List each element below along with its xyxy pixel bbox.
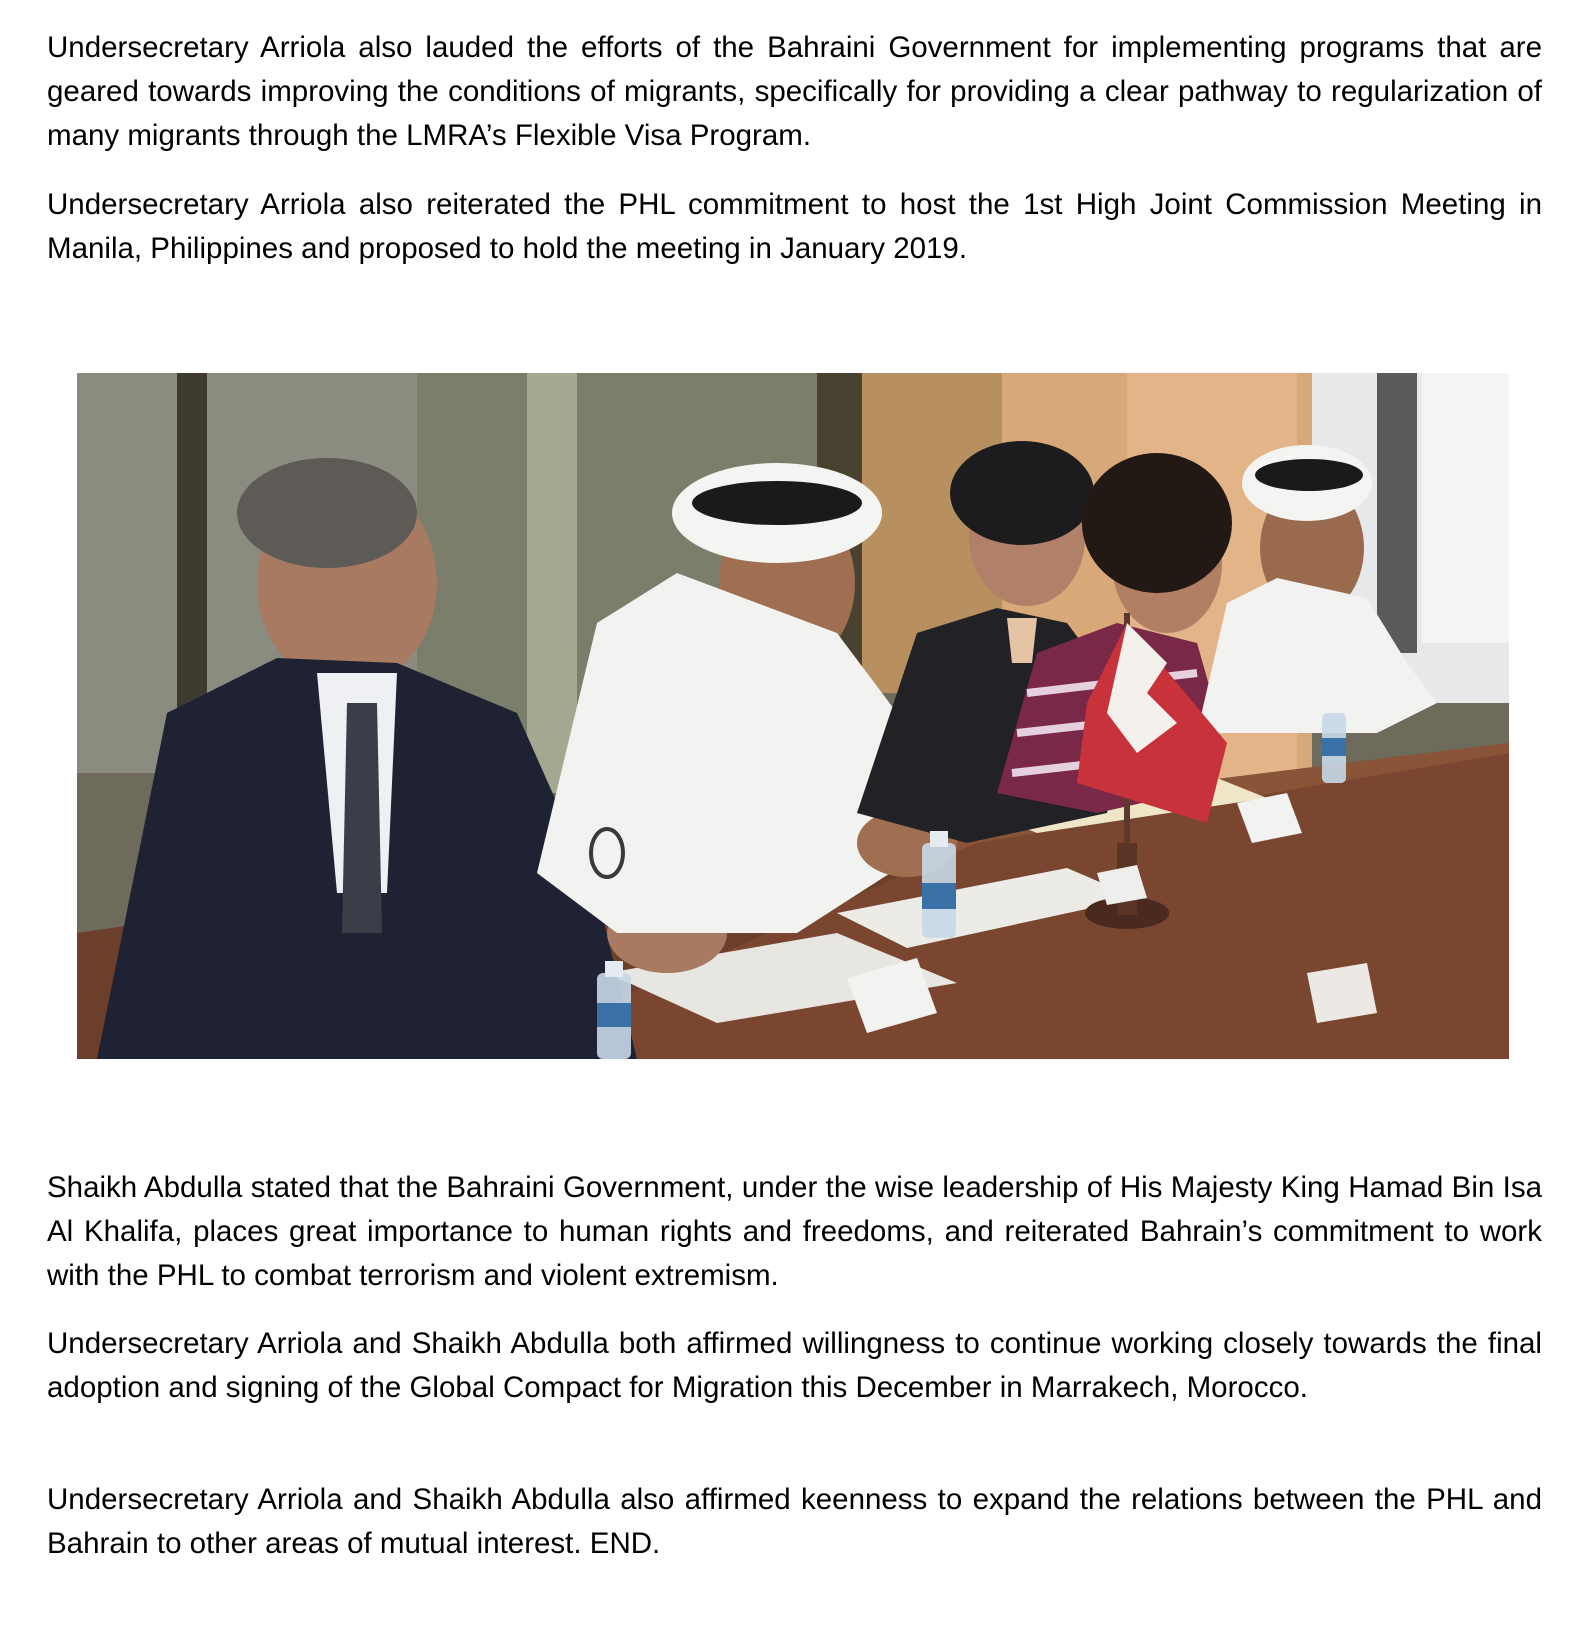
paragraph-shaikh-statement: Shaikh Abdulla stated that the Bahraini Government, under the wise leadership of His Majesty King Hamad Bin Isa Al Khalifa, places great importance to human rights and freedoms, and reiterated Bahrain’s commitment to work with the PHL to combat terrorism and violent extremism. bbox=[47, 1171, 1542, 1292]
paragraph-joint-commission: Undersecretary Arriola also reiterated the PHL commitment to host the 1st High Joint Commission Meeting in Manila, Philippines and proposed to hold the meeting in January 2019. bbox=[47, 188, 1542, 265]
paragraph-efforts: Undersecretary Arriola also lauded the efforts of the Bahraini Government for implementing programs that are geared towards improving the conditions of migrants, specifically for providing a clear pathway to regularization of many migrants through the LMRA’s Flexible Visa Program. bbox=[47, 31, 1542, 152]
paragraph-global-compact: Undersecretary Arriola and Shaikh Abdulla both affirmed willingness to continue working closely towards the final adoption and signing of the Global Compact for Migration this December in Marrakech, Morocco. bbox=[47, 1327, 1542, 1404]
paragraph-relations: Undersecretary Arriola and Shaikh Abdulla also affirmed keenness to expand the relations between the PHL and Bahrain to other areas of mutual interest. END. bbox=[47, 1483, 1542, 1560]
meeting-photo bbox=[77, 373, 1509, 1059]
